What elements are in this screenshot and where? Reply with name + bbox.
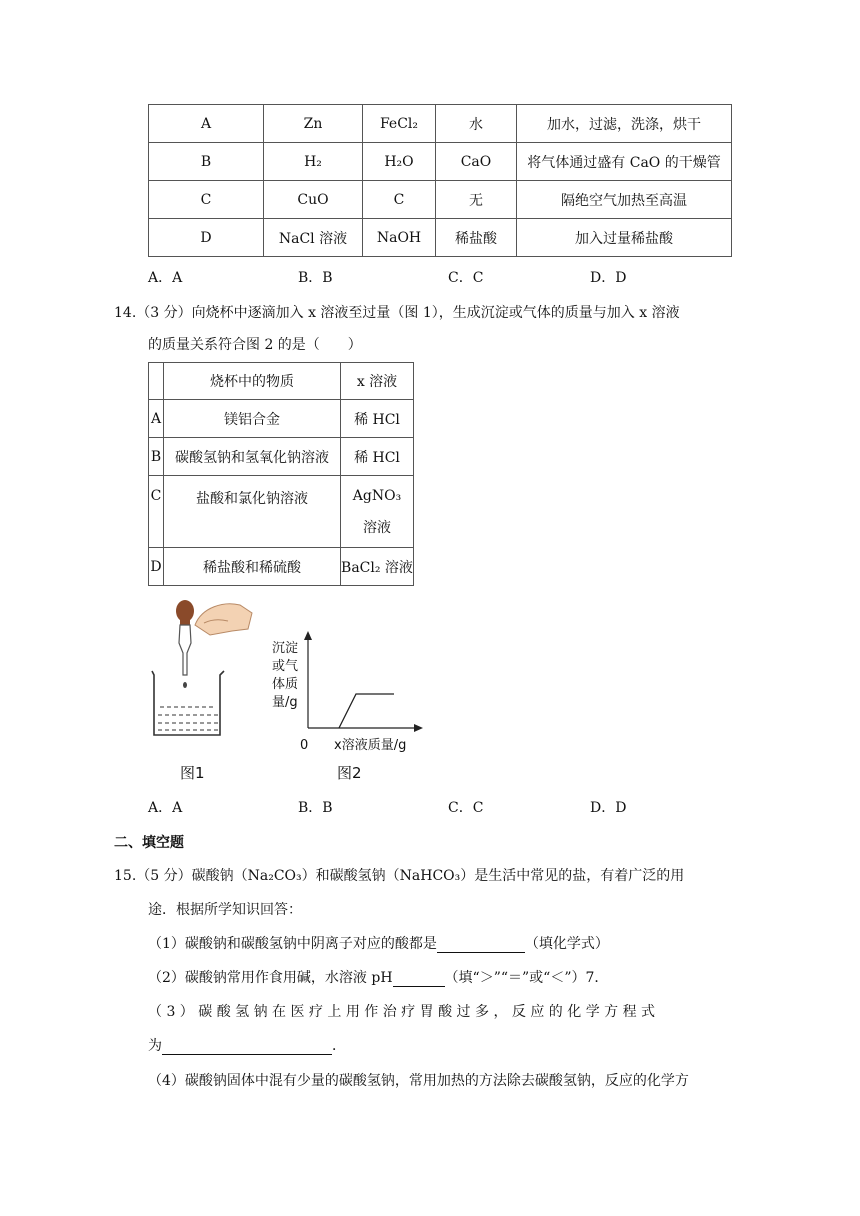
x-axis-label: x溶液质量/g bbox=[334, 738, 407, 753]
q15-part1 bbox=[148, 933, 609, 953]
reagent-table-row bbox=[149, 219, 732, 257]
reagent-table-cell: NaOH bbox=[363, 219, 436, 257]
q15-part4: （4）碳酸钠固体中混有少量的碳酸氢钠，常用加热的方法除去碳酸氢钠，反应的化学方 bbox=[148, 1073, 689, 1089]
q14-row-letter: B bbox=[149, 438, 164, 476]
q14-row-letter: C bbox=[149, 476, 164, 548]
reagent-table-row bbox=[149, 143, 732, 181]
q15-part2 bbox=[148, 967, 608, 987]
option-b: B．B bbox=[298, 800, 333, 816]
q15-part3-suffix: ． bbox=[332, 1038, 346, 1054]
q15-part3-line1: （ 3 ） 碳 酸 氢 钠 在 医 疗 上 用 作 治 疗 胃 酸 过 多 ， 反 应 的 化 学 方 程 式 bbox=[148, 1004, 656, 1020]
reagent-table-cell: CuO bbox=[264, 181, 363, 219]
q14-row-x: 稀 HCl bbox=[341, 400, 414, 438]
reagent-table-cell: 无 bbox=[436, 181, 517, 219]
reagent-table-cell: B bbox=[149, 143, 264, 181]
option-a: A．A bbox=[148, 270, 183, 286]
reagent-table-cell: NaCl 溶液 bbox=[264, 219, 363, 257]
y-label-line1: 沉淀 bbox=[272, 641, 299, 656]
reagent-table-cell: H₂O bbox=[363, 143, 436, 181]
q14-header-substance: 烧杯中的物质 bbox=[164, 363, 341, 400]
q15-part3-line2 bbox=[148, 1035, 346, 1055]
reagent-table-cell: 隔绝空气加热至高温 bbox=[517, 181, 732, 219]
q14-row-letter: D bbox=[149, 548, 164, 586]
y-label-line4: 量/g bbox=[272, 695, 298, 710]
figure1-caption: 图1 bbox=[180, 764, 205, 782]
q14-row-substance: 盐酸和氯化钠溶液 bbox=[164, 476, 341, 548]
q14-row-substance: 碳酸氢钠和氢氧化钠溶液 bbox=[164, 438, 341, 476]
reagent-table-cell: A bbox=[149, 105, 264, 143]
option-a: A．A bbox=[148, 800, 183, 816]
q14-table bbox=[148, 362, 414, 586]
q14-header-x: x 溶液 bbox=[341, 363, 414, 400]
q15-stem-line2: 途．根据所学知识回答： bbox=[148, 902, 302, 918]
reagent-table-cell: Zn bbox=[264, 105, 363, 143]
y-label-line3: 体质 bbox=[272, 677, 299, 692]
q14-row-substance: 稀盐酸和稀硫酸 bbox=[164, 548, 341, 586]
q15-part1-text: （1）碳酸钠和碳酸氢钠中阴离子对应的酸都是 bbox=[148, 936, 437, 952]
reagent-table-cell: H₂ bbox=[264, 143, 363, 181]
reagent-table-cell: D bbox=[149, 219, 264, 257]
q14-header-empty bbox=[149, 363, 164, 400]
reagent-table-cell: 加入过量稀盐酸 bbox=[517, 219, 732, 257]
reagent-table-cell: 水 bbox=[436, 105, 517, 143]
option-c: C．C bbox=[448, 800, 484, 816]
figure1-beaker-dropper bbox=[140, 595, 270, 745]
q14-stem-line2: 的质量关系符合图 2 的是（ ） bbox=[148, 337, 362, 353]
option-b: B．B bbox=[298, 270, 333, 286]
reagent-table-cell: 稀盐酸 bbox=[436, 219, 517, 257]
reagent-table-row bbox=[149, 181, 732, 219]
answer-blank-3[interactable] bbox=[162, 1038, 332, 1055]
q15-part2-text: （2）碳酸钠常用作食用碱，水溶液 pH bbox=[148, 970, 393, 986]
q14-row-x: AgNO₃ 溶液 bbox=[341, 476, 414, 548]
q14-row-x: BaCl₂ 溶液 bbox=[341, 548, 414, 586]
q15-part2-hint: （填“＞”“＝”或“＜”）7． bbox=[444, 970, 609, 986]
option-d: D．D bbox=[590, 270, 627, 286]
q15-stem-line1: 15.（5 分）碳酸钠（Na₂CO₃）和碳酸氢钠（NaHCO₃）是生活中常见的盐，有着广泛的用 bbox=[114, 868, 685, 884]
q15-part1-hint: （填化学式） bbox=[524, 936, 609, 952]
reagent-table-cell: FeCl₂ bbox=[363, 105, 436, 143]
option-c: C．C bbox=[448, 270, 484, 286]
figure2-graph bbox=[268, 628, 428, 758]
reagent-table-cell: 将气体通过盛有 CaO 的干燥管 bbox=[517, 143, 732, 181]
y-label-line2: 或气 bbox=[272, 659, 299, 674]
reagent-table-cell: 加水，过滤，洗涤，烘干 bbox=[517, 105, 732, 143]
origin-label: 0 bbox=[300, 738, 309, 753]
q14-row-x: 稀 HCl bbox=[341, 438, 414, 476]
q15-part3-prefix: 为 bbox=[148, 1038, 162, 1054]
reagent-table bbox=[148, 104, 732, 257]
section-title: 二、填空题 bbox=[114, 835, 184, 851]
reagent-table-row bbox=[149, 105, 732, 143]
figure2-caption: 图2 bbox=[337, 764, 362, 782]
q14-stem-line1: 14.（3 分）向烧杯中逐滴加入 x 溶液至过量（图 1），生成沉淀或气体的质量与加入 x 溶液 bbox=[114, 305, 680, 321]
reagent-table-cell: C bbox=[149, 181, 264, 219]
q14-options bbox=[148, 797, 626, 817]
q14-row-letter: A bbox=[149, 400, 164, 438]
q13-options bbox=[148, 267, 626, 287]
reagent-table-cell: CaO bbox=[436, 143, 517, 181]
option-d: D．D bbox=[590, 800, 627, 816]
reagent-table-cell: C bbox=[363, 181, 436, 219]
answer-blank-1[interactable] bbox=[437, 936, 525, 953]
q14-row-substance: 镁铝合金 bbox=[164, 400, 341, 438]
answer-blank-2[interactable] bbox=[393, 970, 445, 987]
